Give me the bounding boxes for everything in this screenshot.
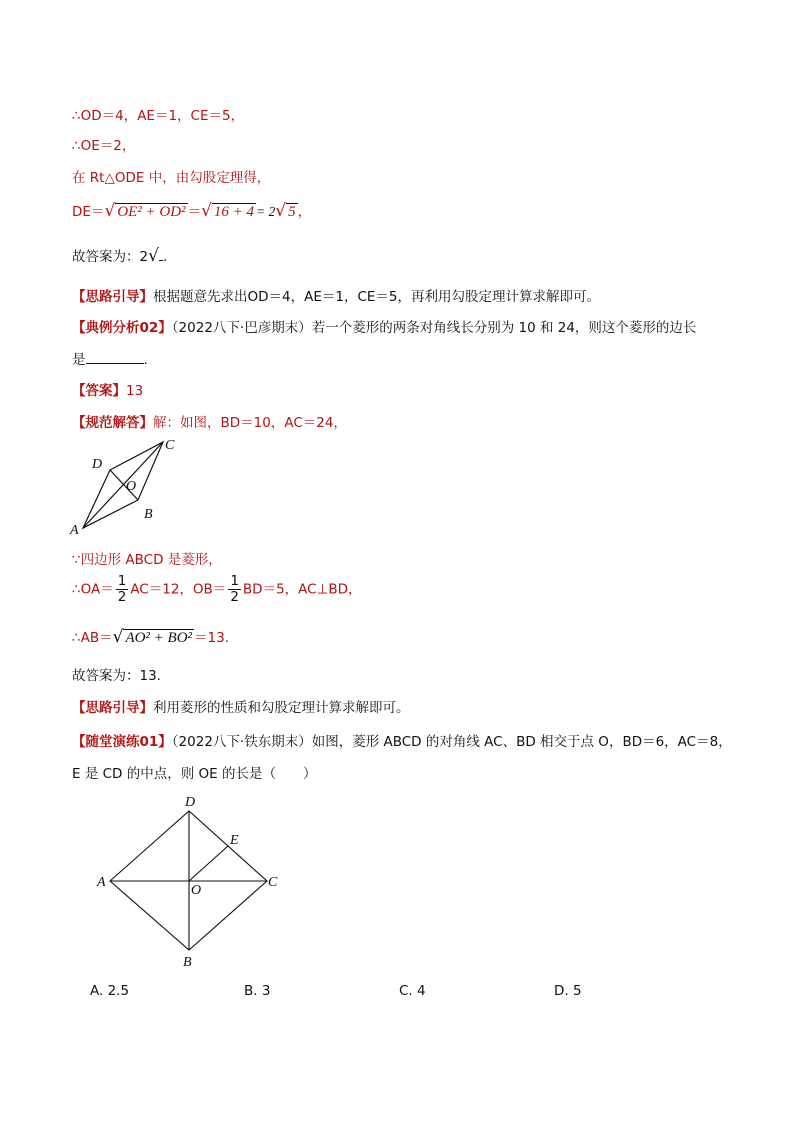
option-d[interactable]: D. 5	[554, 983, 582, 999]
guide-text: 根据题意先求出OD＝4，AE＝1，CE＝5，再利用勾股定理计算求解即可。	[153, 289, 601, 305]
label-a: A	[70, 523, 79, 538]
frac2-num: 1	[230, 573, 239, 589]
practice-text: （2022八下·铁东期末）如图，菱形 ABCD 的对角线 AC、BD 相交于点 O，BD＝6，AC＝8，	[171, 734, 732, 750]
bd-text: BD＝5，AC⊥BD，	[242, 581, 362, 598]
de-tail: ，	[297, 204, 312, 220]
radical-sign: √	[112, 627, 124, 647]
label-b: B	[144, 507, 153, 522]
example-02-line2	[72, 348, 148, 368]
practice-01-line2: E 是 CD 的中点，则 OE 的长是（ ）	[72, 766, 317, 782]
de-eq2: = 2	[256, 204, 276, 219]
label-a: A	[97, 875, 106, 890]
frac1-den: 2	[117, 589, 127, 605]
label-e: E	[230, 833, 239, 848]
de-lhs: DE＝	[72, 204, 105, 220]
option-a[interactable]: A. 2.5	[90, 983, 130, 999]
practice-01	[72, 730, 732, 750]
label-b: B	[183, 955, 192, 970]
solution-tag: 【规范解答】	[72, 415, 153, 431]
segment-oe	[189, 846, 228, 881]
guide-tag: 【思路引导】	[72, 700, 153, 716]
label-o: O	[126, 479, 137, 494]
step-de-formula	[72, 200, 311, 221]
de-radicand-2: 16 + 4	[213, 204, 255, 220]
guide-2	[72, 696, 410, 716]
label-d: D	[185, 795, 196, 810]
example-text-end: .	[143, 352, 148, 368]
example-02	[72, 316, 696, 336]
radical-sign: √	[201, 201, 212, 221]
answer-tag: 【答案】	[72, 383, 126, 399]
answer-blank	[86, 351, 144, 364]
answer-value: 13	[126, 383, 144, 399]
step-oe: ∴OE＝2，	[72, 138, 136, 154]
guide-text: 利用菱形的性质和勾股定理计算求解即可。	[153, 700, 410, 716]
answer-line-2: 故答案为：13.	[72, 668, 161, 684]
step-pythagoras-intro: 在 Rt△ODE 中，由勾股定理得，	[72, 170, 271, 186]
de-eq1: ＝	[187, 204, 202, 220]
label-d: D	[92, 457, 103, 472]
oa-text: ∴OA＝	[72, 581, 114, 598]
step-rhombus: ∵四边形 ABCD 是菱形，	[72, 552, 222, 568]
option-b[interactable]: B. 3	[244, 983, 271, 999]
ab-result: ＝13.	[194, 630, 230, 646]
guide-1	[72, 285, 600, 305]
answer-line-1	[72, 245, 167, 266]
frac2-den: 2	[230, 589, 239, 605]
solution-text: 解：如图，BD＝10，AC＝24，	[153, 415, 347, 431]
radical-sign: √	[148, 246, 159, 266]
answer-text: 故答案为：2	[72, 249, 149, 265]
step-od-ae-ce: ∴OD＝4，AE＝1，CE＝5，	[72, 108, 245, 124]
practice-tag: 【随堂演练01】	[72, 734, 172, 750]
label-o: O	[191, 883, 202, 898]
rhombus-figure-2	[90, 792, 290, 972]
example-text-cont: 是	[72, 352, 86, 368]
option-c[interactable]: C. 4	[399, 983, 426, 999]
example-text: （2022八下·巴彦期末）若一个菱形的两条对角线长分别为 10 和 24，则这个菱形的边长	[171, 320, 697, 336]
radical-sign: √	[275, 201, 287, 221]
ob-text: AC＝12，OB＝	[130, 581, 227, 598]
rhombus-figure-1	[66, 428, 186, 538]
step-oa-ob	[72, 574, 362, 605]
frac1-num: 1	[117, 573, 127, 589]
ab-radicand: AO² + BO²	[125, 630, 193, 646]
step-ab	[72, 626, 229, 647]
answer-tail: .	[162, 249, 168, 265]
de-radicand-3: 5	[288, 204, 296, 220]
de-radicand-1: OE² + OD²	[117, 204, 186, 220]
answer-line	[72, 379, 143, 399]
example-tag: 【典例分析02】	[72, 320, 172, 336]
guide-tag: 【思路引导】	[72, 289, 153, 305]
label-c: C	[268, 875, 278, 890]
label-c: C	[165, 438, 175, 453]
radical-sign: √	[104, 201, 116, 221]
ab-lhs: ∴AB＝	[72, 630, 113, 646]
